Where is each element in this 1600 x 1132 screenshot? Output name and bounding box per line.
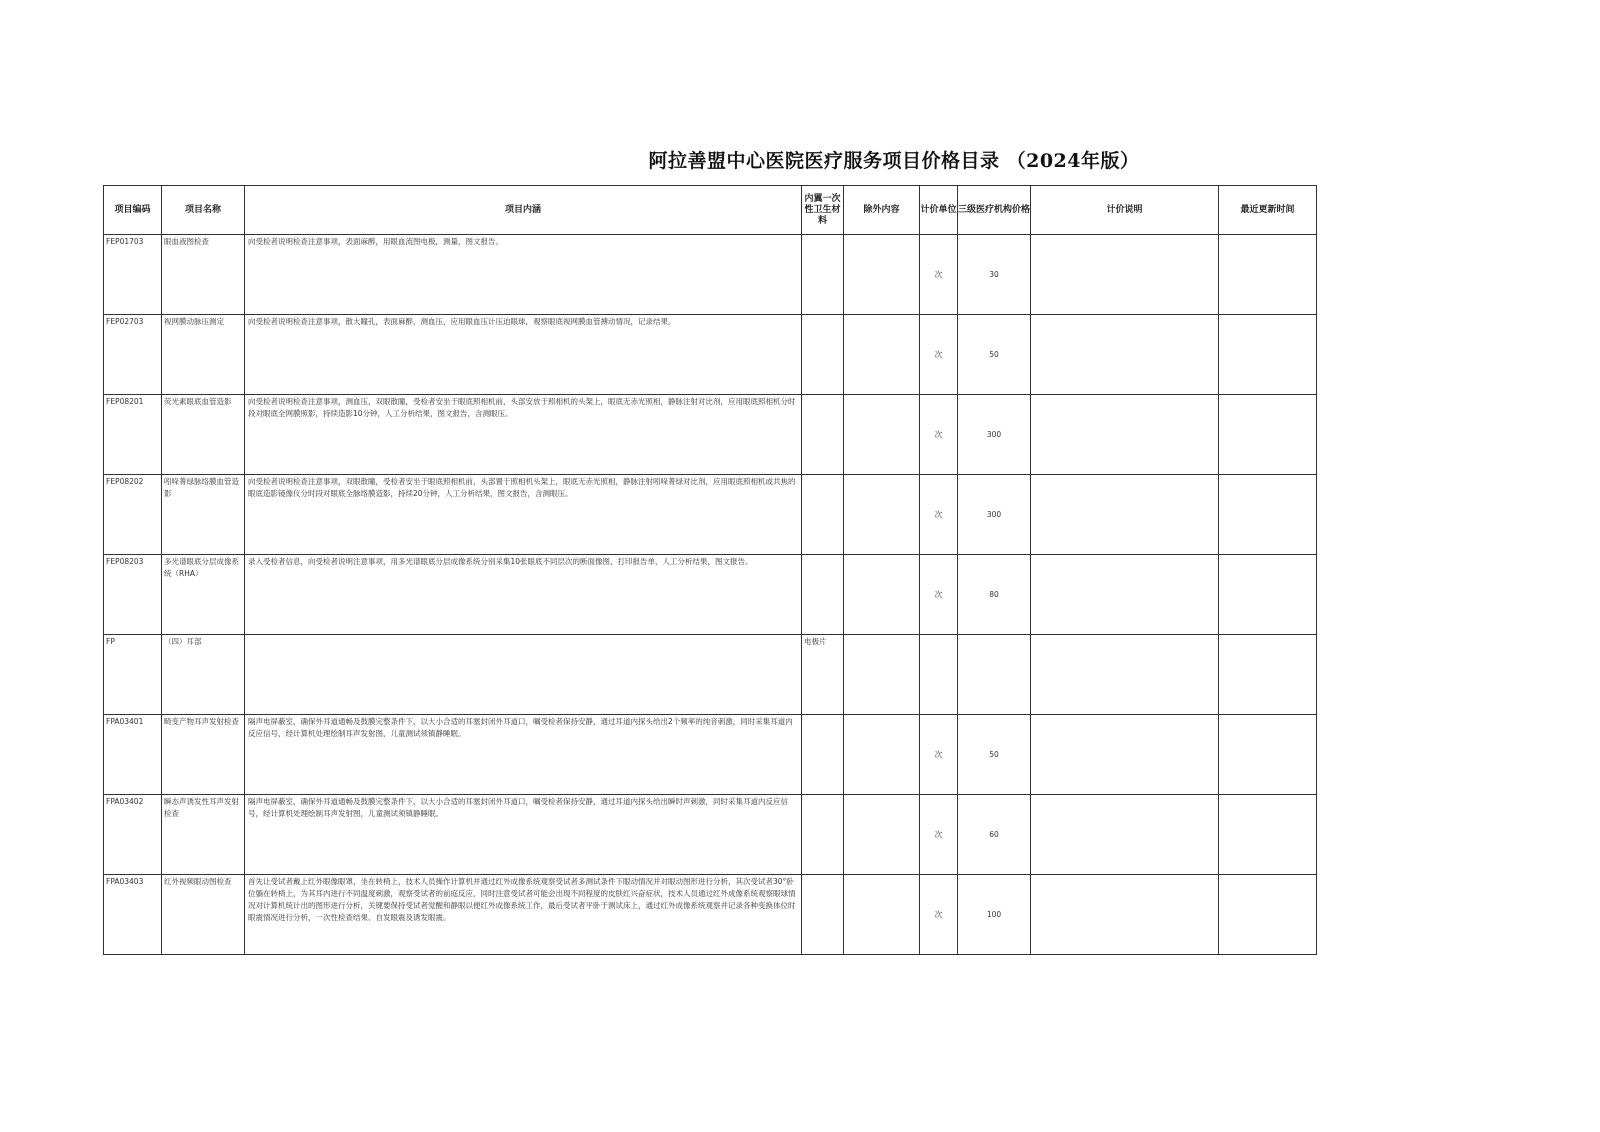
cell-name: 畸变产物耳声发射检查 (162, 715, 245, 795)
cell-content: 向受检者说明检查注意事项，测血压，双眼散瞳，受检者安坐于眼底照相机前，头部安放于照相机的头架上，眼底无赤光照相，静脉注射对比剂，应用眼底照相机分时段对眼底全网膜照影，持续造影10分钟，人工分析结果，图文报告，含测眼压。 (245, 395, 802, 475)
cell-excluded (844, 555, 920, 635)
cell-price: 30 (958, 235, 1031, 315)
header-content: 项目内涵 (245, 186, 802, 235)
header-excluded: 除外内容 (844, 186, 920, 235)
cell-unit: 次 (920, 315, 958, 395)
cell-content: 向受检者说明检查注意事项，双眼散瞳，受检者安坐于眼底照相机前，头部置于照相机头架上，眼底无赤光照相，静脉注射吲哚菁绿对比剂，应用眼底照相机或共焦的眼底造影镜像仪分时段对眼底全脉络膜造影，持续20分钟，人工分析结果，图文报告，含测眼压。 (245, 475, 802, 555)
cell-price: 300 (958, 475, 1031, 555)
cell-code: FEP02703 (104, 315, 162, 395)
cell-code: FEP08201 (104, 395, 162, 475)
cell-note (1031, 475, 1219, 555)
header-unit: 计价单位 (920, 186, 958, 235)
cell-material: 电极片 (802, 635, 844, 715)
cell-material (802, 795, 844, 875)
price-table (103, 185, 1317, 955)
cell-code: FEP08202 (104, 475, 162, 555)
cell-unit: 次 (920, 475, 958, 555)
cell-excluded (844, 875, 920, 955)
cell-code: FPA03403 (104, 875, 162, 955)
cell-note (1031, 555, 1219, 635)
cell-price: 60 (958, 795, 1031, 875)
cell-unit (920, 635, 958, 715)
cell-material (802, 315, 844, 395)
cell-name: （四）耳部 (162, 635, 245, 715)
cell-material (802, 235, 844, 315)
cell-price: 300 (958, 395, 1031, 475)
cell-price: 80 (958, 555, 1031, 635)
cell-material (802, 475, 844, 555)
cell-code: FEP08203 (104, 555, 162, 635)
table-row (104, 395, 1317, 475)
cell-updated (1219, 395, 1317, 475)
cell-updated (1219, 635, 1317, 715)
header-updated: 最近更新时间 (1219, 186, 1317, 235)
cell-note (1031, 795, 1219, 875)
cell-material (802, 555, 844, 635)
cell-unit: 次 (920, 795, 958, 875)
cell-name: 多光谱眼底分层成像系统（RHA） (162, 555, 245, 635)
cell-content: 首先让受试者戴上红外眼像眼罩，坐在转椅上，技术人员操作计算机并通过红外成像系统观察受试者多测试条件下眼动情况并对眼动图形进行分析，其次受试者30°卧位躺在转椅上，为其耳内进行不同温度刺激，观察受试者的前庭反应，同时注意受试者可能会出现不同程度的皮肤红兴奋症状，技术人员通过红外成像系统观察眼球情况对计算机统计出的图形进行分析，关键要保持受试者觉醒和静眼以便红外成像系统工作，最后受试者平卧于测试床上，通过红外成像系统观察并记录各种变换体位时眼震情况进行分析，一次性检查结果、自发眼震及诱发眼震。 (245, 875, 802, 955)
cell-updated (1219, 475, 1317, 555)
cell-content: 向受检者说明检查注意事项，散大瞳孔，表面麻醉，测血压，应用眼血压计压迫眼球，观察眼底视网膜血管搏动情况，记录结果。 (245, 315, 802, 395)
cell-excluded (844, 235, 920, 315)
cell-updated (1219, 315, 1317, 395)
cell-content: 向受检者说明检查注意事项，表面麻醉，用眼血流图电极，测量，图文报告。 (245, 235, 802, 315)
cell-price: 50 (958, 315, 1031, 395)
cell-excluded (844, 715, 920, 795)
cell-name: 眼血液图检查 (162, 235, 245, 315)
header-note: 计价说明 (1031, 186, 1219, 235)
cell-content: 隔声电屏蔽室，确保外耳道通畅及鼓膜完整条件下，以大小合适的耳塞封闭外耳道口，嘱受检者保持安静，通过耳道内探头给出2个频率的纯音刺激，同时采集耳道内反应信号，经计算机处理绘制耳声发射图，儿童测试须镇静睡眠。 (245, 715, 802, 795)
header-name: 项目名称 (162, 186, 245, 235)
cell-unit: 次 (920, 715, 958, 795)
header-code: 项目编码 (104, 186, 162, 235)
cell-code: FPA03401 (104, 715, 162, 795)
table-row (104, 475, 1317, 555)
cell-code: FPA03402 (104, 795, 162, 875)
cell-updated (1219, 875, 1317, 955)
cell-price (958, 635, 1031, 715)
table-row (104, 635, 1317, 715)
cell-note (1031, 395, 1219, 475)
cell-content (245, 635, 802, 715)
cell-excluded (844, 475, 920, 555)
cell-updated (1219, 555, 1317, 635)
cell-name: 荧光素眼底血管造影 (162, 395, 245, 475)
cell-material (802, 875, 844, 955)
cell-name: 瞬态声诱发性耳声发射检查 (162, 795, 245, 875)
cell-content: 录入受检者信息，向受检者说明注意事项，用多光谱眼底分层成像系统分别采集10张眼底不同层次的断面像图，打印报告单，人工分析结果，图文报告。 (245, 555, 802, 635)
cell-material (802, 715, 844, 795)
cell-excluded (844, 315, 920, 395)
cell-name: 红外视频眼动图检查 (162, 875, 245, 955)
cell-price: 50 (958, 715, 1031, 795)
cell-code: FEP01703 (104, 235, 162, 315)
cell-excluded (844, 635, 920, 715)
cell-unit: 次 (920, 875, 958, 955)
table-row (104, 875, 1317, 955)
cell-name: 吲哚菁绿脉络膜血管造影 (162, 475, 245, 555)
cell-updated (1219, 235, 1317, 315)
cell-note (1031, 635, 1219, 715)
table-row (104, 235, 1317, 315)
cell-code: FP (104, 635, 162, 715)
table-header (104, 186, 1317, 235)
table-row (104, 795, 1317, 875)
cell-note (1031, 315, 1219, 395)
cell-material (802, 395, 844, 475)
cell-unit: 次 (920, 395, 958, 475)
table-body (104, 235, 1317, 955)
cell-excluded (844, 395, 920, 475)
table-row (104, 315, 1317, 395)
table-row (104, 555, 1317, 635)
cell-note (1031, 235, 1219, 315)
cell-note (1031, 715, 1219, 795)
table-row (104, 715, 1317, 795)
cell-content: 隔声电屏蔽室，确保外耳道通畅及鼓膜完整条件下，以大小合适的耳塞封闭外耳道口，嘱受检者保持安静，通过耳道内探头给出瞬时声刺激，同时采集耳道内反应信号，经计算机处理绘制耳声发射图，儿童测试须镇静睡眠。 (245, 795, 802, 875)
header-price: 三级医疗机构价格 (958, 186, 1031, 235)
header-material: 内翼一次性卫生材料 (802, 186, 844, 235)
cell-name: 视网膜动脉压测定 (162, 315, 245, 395)
cell-unit: 次 (920, 235, 958, 315)
cell-updated (1219, 715, 1317, 795)
cell-price: 100 (958, 875, 1031, 955)
document-title: 阿拉善盟中心医院医疗服务项目价格目录 （2024年版） (648, 150, 1140, 172)
cell-excluded (844, 795, 920, 875)
cell-unit: 次 (920, 555, 958, 635)
header-row (104, 186, 1317, 235)
cell-updated (1219, 795, 1317, 875)
cell-note (1031, 875, 1219, 955)
